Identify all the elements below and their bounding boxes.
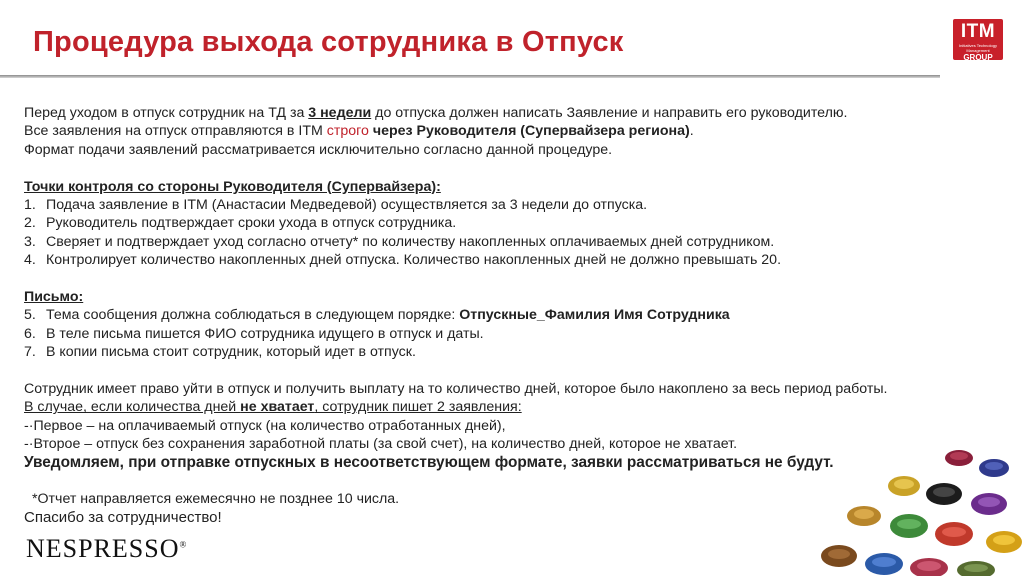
brand-mark: ® (179, 539, 188, 550)
rights-option-2: -·Второе – отпуск без сохранения заработной платы (за свой счет), на количество дней, которое не хватает. (24, 436, 738, 453)
control-item (24, 214, 974, 232)
three-weeks-emphasis: 3 недели (308, 105, 372, 121)
capsule-icon (957, 561, 995, 576)
intro-line-1 (24, 104, 974, 122)
capsule-icon (979, 459, 1009, 477)
intro-line-2 (24, 122, 974, 140)
capsule-icon (847, 506, 881, 526)
item-number: 6. (24, 325, 36, 342)
rights-line-1: Сотрудник имеет право уйти в отпуск и получить выплату на то количество дней, которое было накоплено за весь период работы. (24, 381, 888, 398)
letter-item (24, 343, 974, 361)
subject-format: Отпускные_Фамилия Имя Сотрудника (459, 307, 730, 324)
brand-text: NESPRESSO (26, 534, 180, 563)
intro-text: . (689, 123, 694, 140)
item-number: 5. (24, 307, 36, 324)
page-title: Процедура выхода сотрудника в Отпуск (33, 26, 624, 58)
warning-notice: Уведомляем, при отправке отпускных в несоответствующем формате, заявки рассматриваться не будут. (24, 453, 834, 471)
item-number: 1. (24, 197, 36, 214)
letter-item (24, 325, 974, 343)
capsule-icon (821, 545, 857, 567)
itm-group-logo (953, 19, 1003, 60)
control-item (24, 196, 974, 214)
capsule-icon (945, 450, 973, 466)
not-enough-emphasis: не хватает (240, 399, 315, 416)
rights-option-1: -·Первое – на оплачиваемый отпуск (на количество отработанных дней), (24, 417, 506, 434)
footnote: *Отчет направляется ежемесячно не позднее 10 числа. (32, 491, 400, 508)
strictly-emphasis: строго (326, 123, 369, 140)
capsule-icon (888, 476, 920, 496)
item-number: 2. (24, 215, 36, 232)
letter-item (24, 306, 974, 324)
control-item (24, 251, 974, 269)
capsule-icon (890, 514, 928, 538)
item-number: 3. (24, 233, 36, 250)
item-text: Тема сообщения должна соблюдаться в следующем порядке: (46, 307, 460, 324)
logo-group-text: GROUP (963, 53, 993, 62)
title-divider (0, 75, 940, 78)
thanks-line: Спасибо за сотрудничество! (24, 508, 222, 526)
capsule-icon (986, 531, 1022, 553)
capsule-icon (926, 483, 962, 505)
control-heading: Точки контроля со стороны Руководителя (Супервайзера): (24, 178, 441, 195)
logo-itm-text: ITM (960, 21, 996, 42)
item-text: В теле письма пишется ФИО сотрудника идущего в отпуск и даты. (46, 325, 484, 342)
item-number: 4. (24, 252, 36, 269)
control-item (24, 233, 974, 251)
intro-text: Все заявления на отпуск отправляются в ITM (24, 123, 327, 140)
capsule-icon (865, 553, 903, 575)
item-number: 7. (24, 344, 36, 361)
capsule-icon (910, 558, 948, 576)
item-text: Подача заявление в ITM (Анастасии Медведевой) осуществляется за 3 недели до отпуска. (46, 197, 648, 214)
capsule-icon (971, 493, 1007, 515)
via-supervisor-emphasis: через Руководителя (Супервайзера региона) (368, 123, 690, 140)
item-text: Сверяет и подтверждает уход согласно отчету* по количеству накопленных оплачиваемых дней сотрудником. (46, 233, 775, 250)
coffee-capsules-image (804, 446, 1024, 576)
rights-text: , сотрудник пишет 2 заявления: (314, 399, 522, 416)
intro-text: до отпуска должен написать Заявление и направить его руководителю. (371, 105, 848, 121)
capsule-icon (935, 522, 973, 546)
item-text: Руководитель подтверждает сроки ухода в отпуск сотрудника. (46, 215, 457, 232)
item-text: В копии письма стоит сотрудник, который идет в отпуск. (46, 344, 416, 361)
rights-line-2 (24, 398, 974, 416)
letter-heading: Письмо: (24, 289, 84, 306)
intro-text: Перед уходом в отпуск сотрудник на ТД за (24, 105, 309, 121)
nespresso-logo (26, 534, 187, 564)
item-text: Контролирует количество накопленных дней отпуска. Количество накопленных дней не должно превышать 20. (46, 252, 782, 269)
intro-line-3: Формат подачи заявлений рассматривается исключительно согласно данной процедуре. (24, 141, 613, 158)
rights-text: В случае, если количества дней (24, 399, 241, 416)
logo-subtitle: Initiatives Technology Management (959, 43, 997, 53)
